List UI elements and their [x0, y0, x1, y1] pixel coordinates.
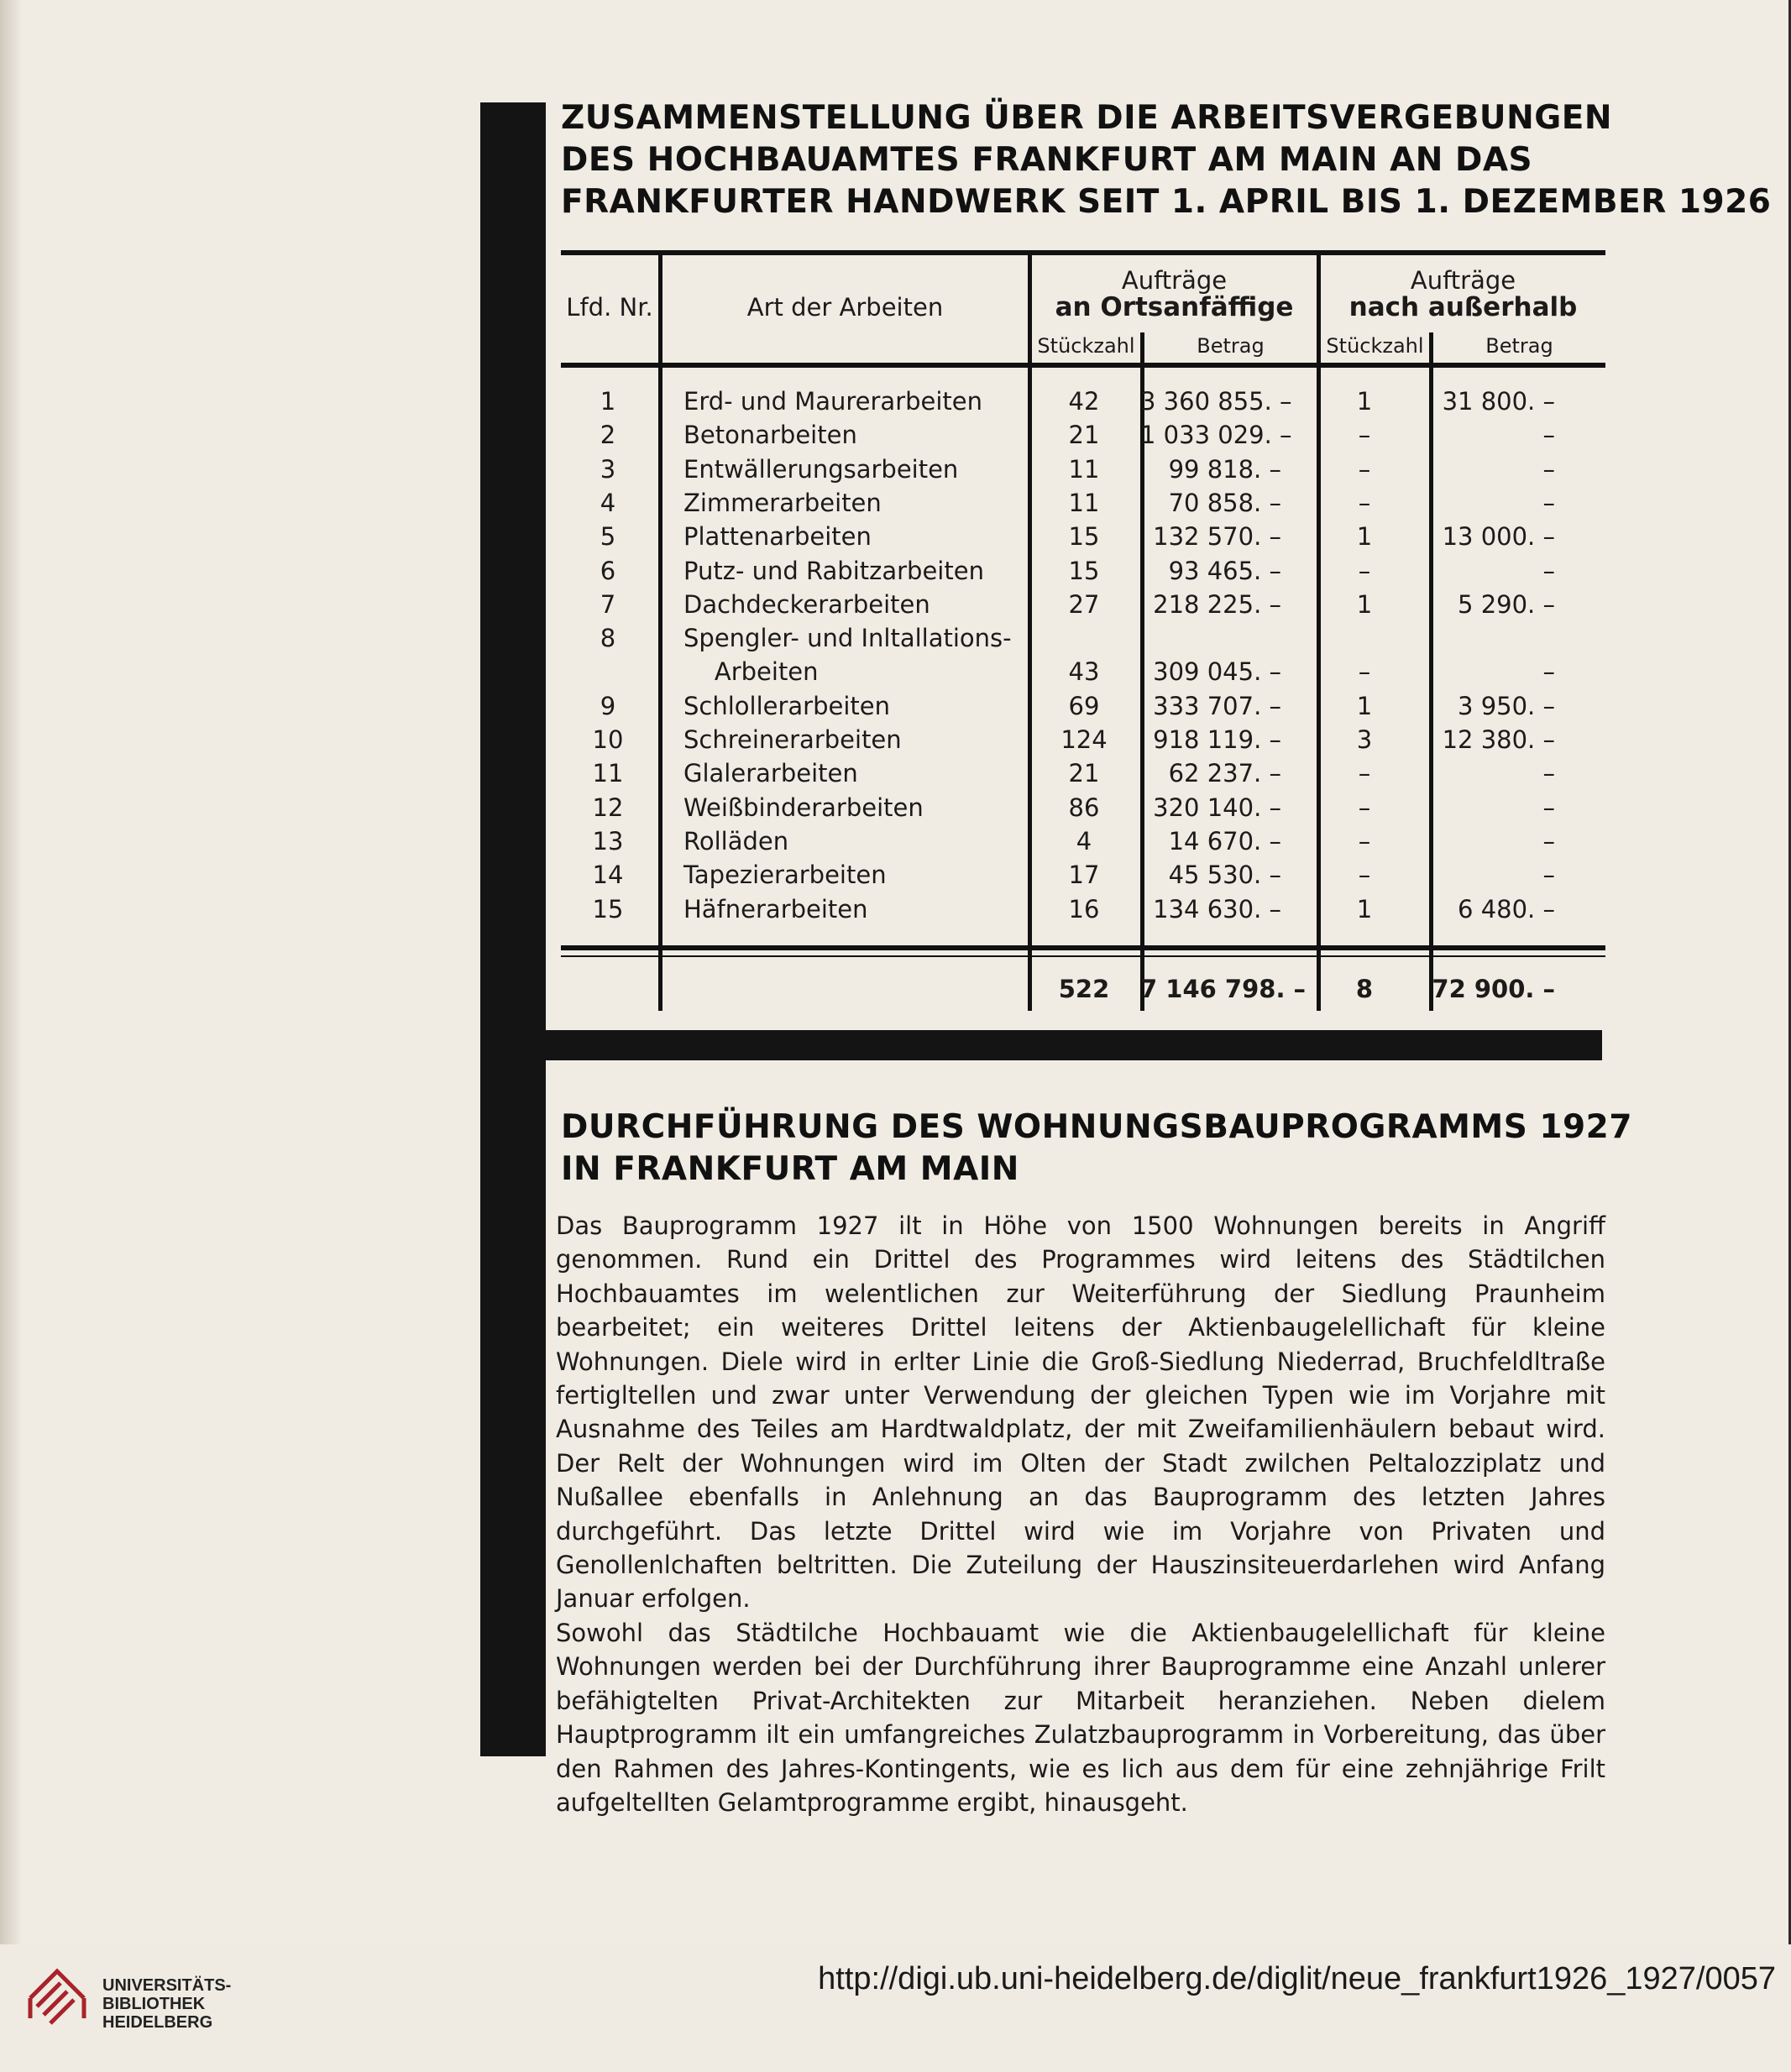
row-count-local: 15: [1068, 556, 1100, 585]
row-count-local: 69: [1068, 691, 1100, 720]
row-amount-local: 70 858. –: [1168, 488, 1281, 517]
row-count-external: –: [1358, 793, 1371, 822]
row-amount-local: 320 140. –: [1153, 793, 1281, 822]
row-number: 9: [600, 691, 616, 720]
row-amount-external: –: [1542, 454, 1555, 484]
row-amount-external: 5 290. –: [1458, 589, 1555, 619]
row-count-external: 1: [1356, 691, 1373, 720]
header-count-2: Stückzahl: [1326, 334, 1424, 358]
row-amount-local: 93 465. –: [1168, 556, 1281, 585]
row-amount-external: –: [1542, 421, 1555, 450]
row-amount-external: –: [1542, 861, 1555, 890]
row-number: 14: [592, 861, 624, 890]
header-group1-line2: an Ortsanfäffige: [1055, 292, 1294, 322]
row-count-external: –: [1358, 861, 1371, 890]
row-amount-local: 45 530. –: [1168, 861, 1281, 890]
row-amount-local: 333 707. –: [1153, 691, 1281, 720]
row-work-type: Putz- und Rabitzarbeiten: [683, 556, 984, 585]
total-count-local: 522: [1058, 975, 1110, 1003]
row-count-external: –: [1358, 421, 1371, 450]
horizontal-black-bar: [480, 1030, 1602, 1060]
contracts-table: [561, 250, 1605, 1031]
row-work-type: Erd- und Maurerarbeiten: [683, 387, 983, 416]
row-count-external: 1: [1356, 522, 1373, 552]
row-amount-external: –: [1542, 759, 1555, 788]
row-work-type: Schlollerarbeiten: [683, 691, 891, 720]
row-amount-external: 6 480. –: [1458, 894, 1555, 924]
row-amount-external: –: [1542, 488, 1555, 517]
row-count-local: 43: [1068, 657, 1100, 687]
row-amount-external: –: [1542, 793, 1555, 822]
body-text: [556, 1209, 1605, 1819]
row-amount-external: 3 950. –: [1458, 691, 1555, 720]
table-header-rule: [561, 363, 1605, 368]
row-count-local: 17: [1068, 861, 1100, 890]
row-count-local: 11: [1068, 454, 1100, 484]
row-count-external: –: [1358, 488, 1371, 517]
column-divider: [658, 255, 662, 1011]
row-amount-external: 13 000. –: [1442, 522, 1555, 552]
page-spine-shadow: [0, 0, 22, 1944]
row-count-external: –: [1358, 454, 1371, 484]
row-work-type: Weißbinderarbeiten: [683, 793, 924, 822]
row-number: 3: [600, 454, 616, 484]
row-count-local: 42: [1068, 387, 1100, 416]
row-amount-local: 62 237. –: [1168, 759, 1281, 788]
row-count-local: 16: [1068, 894, 1100, 924]
table-top-rule: [561, 250, 1605, 255]
header-group2-line2: nach außerhalb: [1348, 292, 1578, 322]
row-count-external: –: [1358, 759, 1371, 788]
row-amount-local: 3 360 855. –: [1140, 387, 1292, 416]
row-amount-external: –: [1542, 826, 1555, 855]
row-amount-local: 218 225. –: [1153, 589, 1281, 619]
row-count-external: –: [1358, 826, 1371, 855]
row-count-local: 11: [1068, 488, 1100, 517]
header-group2-line1: Aufträge: [1410, 266, 1516, 295]
row-number: 1: [600, 387, 616, 416]
row-count-local: 27: [1068, 589, 1100, 619]
row-number: 12: [592, 793, 624, 822]
row-count-local: 21: [1068, 759, 1100, 788]
total-count-external: 8: [1355, 975, 1374, 1003]
row-amount-external: 31 800. –: [1442, 387, 1555, 416]
row-amount-local: 309 045. –: [1153, 657, 1281, 687]
library-name: UNIVERSITÄTS- BIBLIOTHEK HEIDELBERG: [102, 1976, 232, 2032]
row-count-external: –: [1358, 657, 1371, 687]
row-number: 10: [592, 725, 624, 754]
row-amount-local: 99 818. –: [1168, 454, 1281, 484]
header-lfd-nr: Lfd. Nr.: [566, 293, 653, 322]
row-work-type: Spengler- und Inltallations-: [683, 624, 1012, 653]
row-amount-external: –: [1542, 657, 1555, 687]
row-work-type: Schreinerarbeiten: [683, 725, 902, 754]
row-amount-local: 134 630. –: [1153, 894, 1281, 924]
row-amount-local: 1 033 029. –: [1140, 421, 1292, 450]
section-title: DURCHFÜHRUNG DES WOHNUNGSBAUPROGRAMMS 1927 IN FRANKFURT AM MAIN: [561, 1108, 1632, 1188]
source-url-link[interactable]: http://digi.ub.uni-heidelberg.de/diglit/neue_frankfurt1926_1927/0057: [818, 1961, 1776, 1996]
vertical-black-bar: [480, 102, 546, 1756]
row-number: 6: [600, 556, 616, 585]
row-count-external: 1: [1356, 894, 1373, 924]
row-work-type: Rolläden: [683, 826, 789, 855]
row-count-local: 124: [1060, 725, 1108, 754]
row-number: 8: [600, 624, 616, 653]
row-work-type: Arbeiten: [683, 657, 819, 687]
row-amount-local: 918 119. –: [1153, 725, 1281, 754]
header-amount-2: Betrag: [1485, 334, 1553, 358]
row-number: 7: [600, 589, 616, 619]
header-art: Art der Arbeiten: [746, 293, 944, 322]
row-work-type: Häfnerarbeiten: [683, 894, 868, 924]
table-total-rule: [561, 945, 1605, 950]
row-amount-external: –: [1542, 556, 1555, 585]
header-group1-line1: Aufträge: [1121, 266, 1228, 295]
row-count-external: 1: [1356, 387, 1373, 416]
header-amount-1: Betrag: [1197, 334, 1265, 358]
paragraph-1: Das Bauprogramm 1927 ilt in Höhe von 1500 Wohnungen bereits in Angriff genommen. Rund ein Drittel des Programmes wird leitens des Städtilchen Hochbauamtes im welentlichen zur Weiterführung der Siedlung Praunheim bearbeitet; ein weiteres Drittel leitens der Aktienbaugelellichaft für kleine Wohnungen. Diele wird in erlter Linie die Groß-Siedlung Niederrad, Bruchfeldltraße fertigltellen und zwar unter Verwendung der gleichen Typen wie im Vorjahre mit Ausnahme des Teiles am Hardtwaldplatz, der mit Zweifamilienhäulern bebaut wird. Der Relt der Wohnungen wird im Olten der Stadt zwilchen Peltalozziplatz und Nußallee ebenfalls in Anlehnung an das Bauprogramm des letzten Jahres durchgeführt. Das letzte Drittel wird wie im Vorjahre von Privaten und Genollenlchaften beltritten. Die Zuteilung der Hauszinsiteuerdarlehen wird Anfang Januar erfolgen.: [556, 1211, 1605, 1614]
row-count-local: 21: [1068, 421, 1100, 450]
total-amount-external: 72 900. –: [1432, 975, 1555, 1003]
row-work-type: Glalerarbeiten: [683, 759, 858, 788]
table-title: ZUSAMMENSTELLUNG ÜBER DIE ARBEITSVERGEBUNGEN DES HOCHBAUAMTES FRANKFURT AM MAIN AN DAS FRANKFURTER HANDWERK SEIT 1. APRIL BIS 1. DEZEMBER 1926: [561, 99, 1772, 221]
row-count-local: 4: [1076, 826, 1092, 855]
row-work-type: Zimmerarbeiten: [683, 488, 882, 517]
row-number: 13: [592, 826, 624, 855]
table-total-thin-rule: [561, 955, 1605, 957]
row-amount-local: 132 570. –: [1153, 522, 1281, 552]
row-count-external: –: [1358, 556, 1371, 585]
header-count-1: Stückzahl: [1037, 334, 1135, 358]
row-number: 5: [600, 522, 616, 552]
row-work-type: Dachdeckerarbeiten: [683, 589, 930, 619]
row-number: 15: [592, 894, 624, 924]
row-number: 4: [600, 488, 616, 517]
library-logo-icon: [18, 1960, 96, 2037]
row-work-type: Plattenarbeiten: [683, 522, 872, 552]
paragraph-2: Sowohl das Städtilche Hochbauamt wie die Aktienbaugelellichaft für kleine Wohnungen werden bei der Durchführung ihrer Bauprogramme eine Anzahl unlerer befähigtelten Privat-Architekten zur Mitarbeit heranziehen. Neben dielem Hauptprogramm ilt ein umfangreiches Zulatzbauprogramm in Vorbereitung, das über den Rahmen des Jahres-Kontingents, wie es lich aus dem für eine zehnjährige Frilt aufgeltellten Gelamtprogramme ergibt, hinausgeht.: [556, 1618, 1605, 1817]
row-work-type: Entwällerungsarbeiten: [683, 454, 959, 484]
row-number: 2: [600, 421, 616, 450]
row-work-type: Betonarbeiten: [683, 421, 857, 450]
row-amount-external: 12 380. –: [1442, 725, 1555, 754]
row-number: 11: [592, 759, 624, 788]
row-amount-local: 14 670. –: [1168, 826, 1281, 855]
total-amount-local: 7 146 798. –: [1140, 975, 1307, 1003]
row-count-local: 15: [1068, 522, 1100, 552]
row-count-external: 3: [1356, 725, 1373, 754]
row-count-local: 86: [1068, 793, 1100, 822]
row-count-external: 1: [1356, 589, 1373, 619]
row-work-type: Tapezierarbeiten: [683, 861, 887, 890]
